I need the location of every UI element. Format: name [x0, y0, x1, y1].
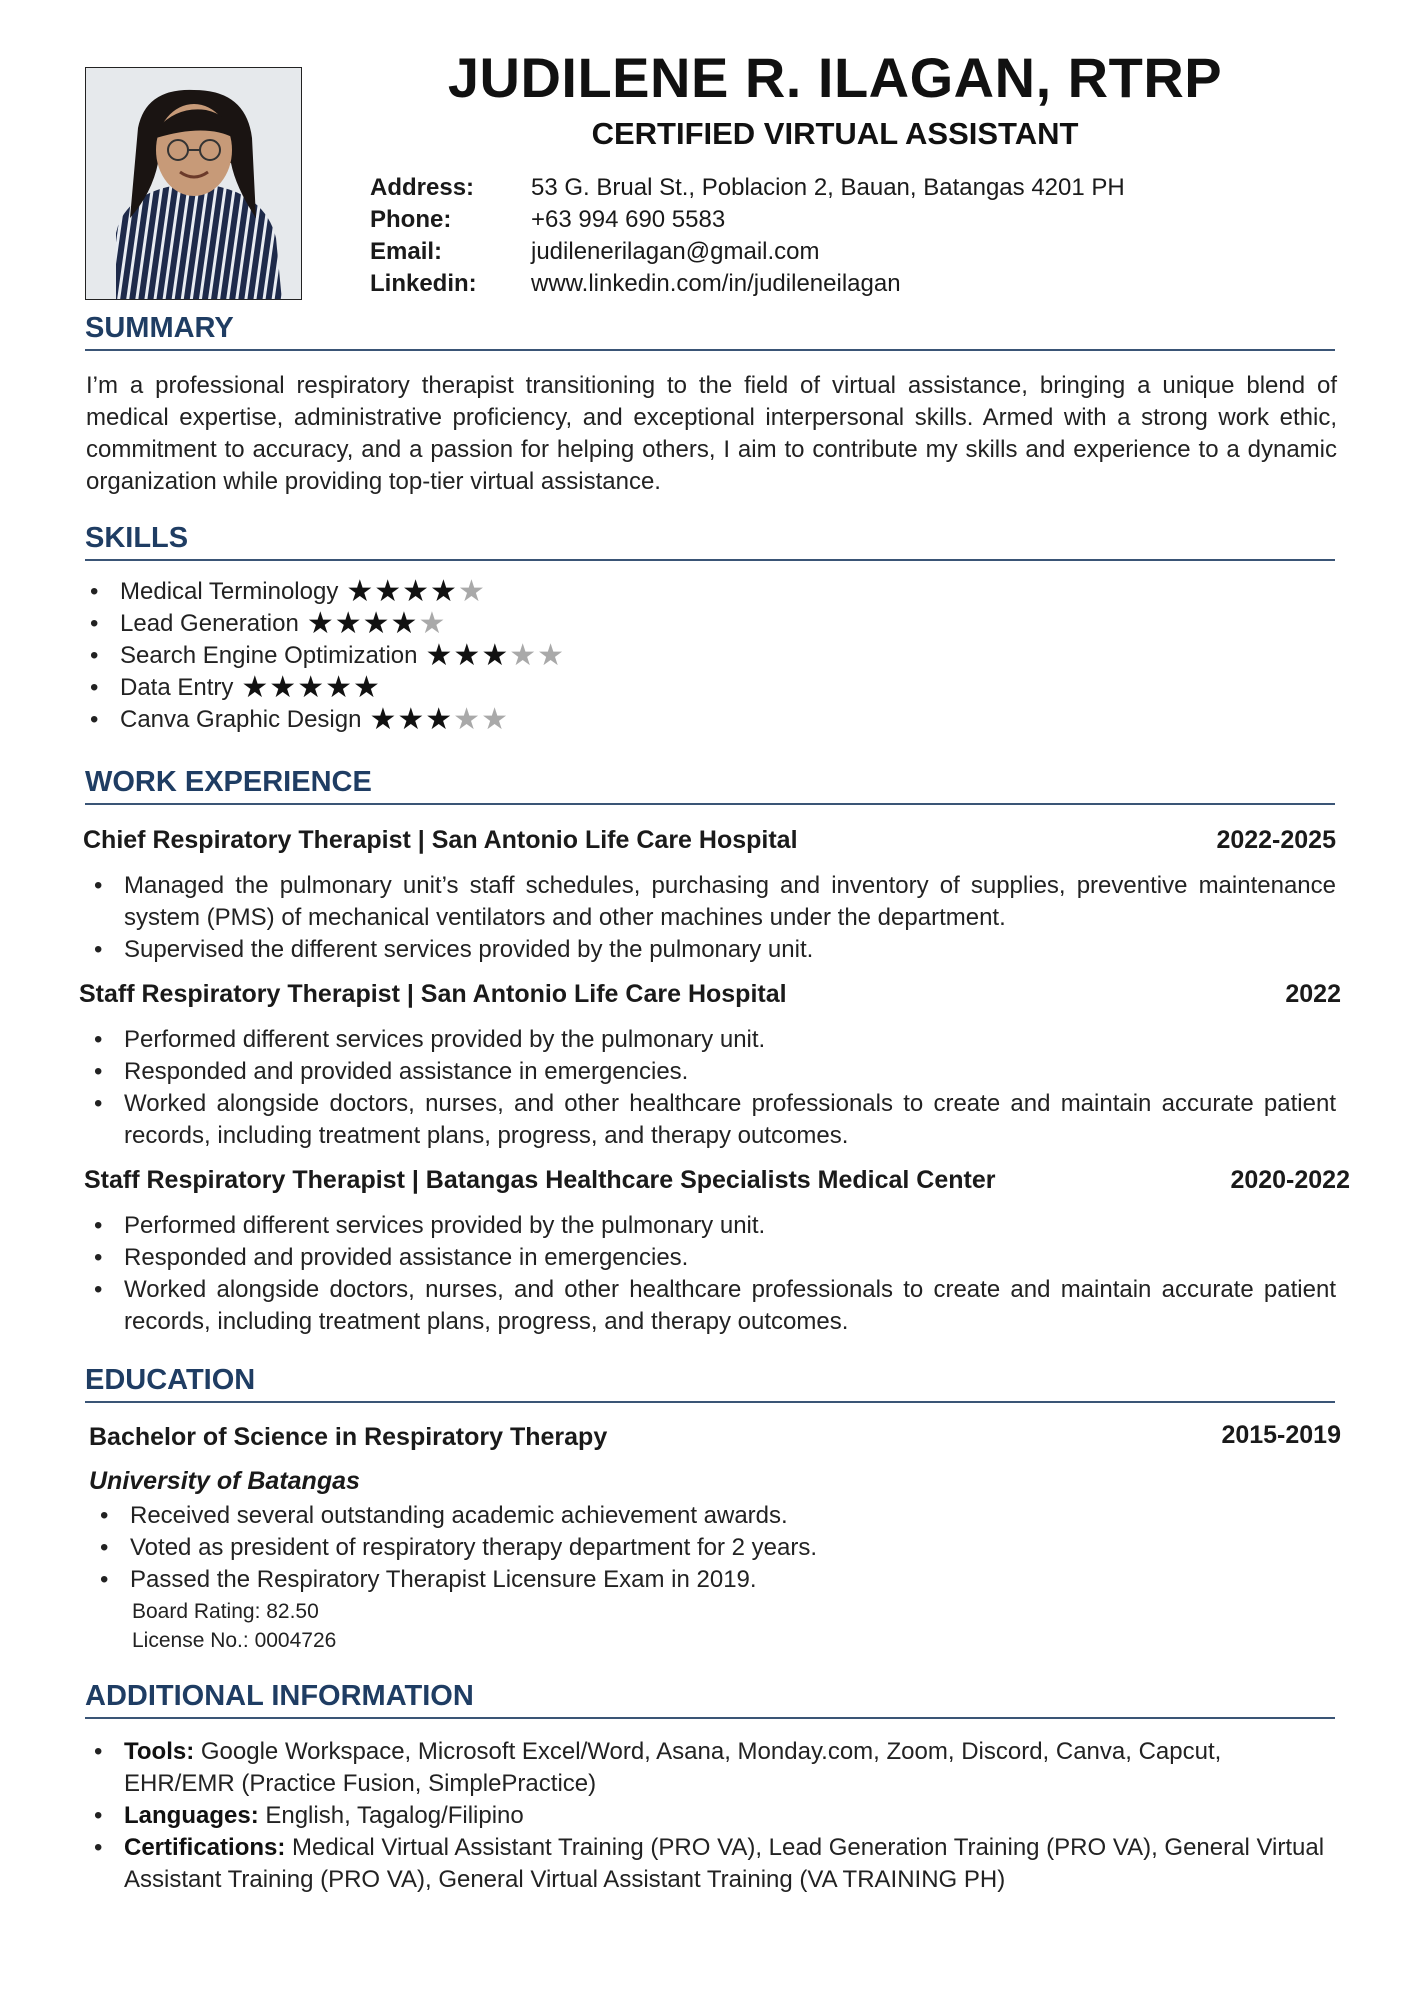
additional-info-heading: ADDITIONAL INFORMATION: [85, 1680, 1335, 1719]
person-portrait-image: [86, 68, 302, 300]
degree-title: Bachelor of Science in Respiratory Therapy: [89, 1423, 608, 1451]
star-empty-icon: ★: [537, 639, 566, 672]
additional-value: Medical Virtual Assistant Training (PRO VA), Lead Generation Training (PRO VA), General Virtual Assistant Training (PRO VA), General Virtual Assistant Training (VA TRAINING PH): [124, 1834, 1325, 1893]
candidate-title: CERTIFIED VIRTUAL ASSISTANT: [591, 116, 1079, 151]
job-years: 2020-2022: [1230, 1166, 1350, 1194]
star-filled-icon: ★: [353, 671, 381, 704]
summary-text: I’m a professional respiratory therapist transitioning to the field of virtual assistance, bringing a unique blend of medical expertise, administrative proficiency, and exceptional interpersonal skills. Armed with a strong work ethic, commitment to accuracy, and a passion for helping others, I aim to contribute my skills and experience to a dynamic organization while providing top-tier virtual assistance.: [86, 372, 1337, 495]
star-empty-icon: ★: [509, 639, 538, 672]
star-rating: [346, 575, 486, 608]
star-filled-icon: ★: [397, 703, 426, 736]
star-filled-icon: ★: [402, 575, 431, 608]
contact-address-value: 53 G. Brual St., Poblacion 2, Bauan, Batangas 4201 PH: [531, 174, 1125, 201]
star-filled-icon: ★: [425, 703, 454, 736]
skill-item: [82, 704, 782, 736]
star-filled-icon: ★: [269, 671, 298, 704]
education-years: 2015-2019: [1221, 1421, 1341, 1449]
skill-name: Search Engine Optimization: [120, 642, 418, 669]
skill-item: [82, 576, 782, 608]
contact-label: Phone:: [370, 206, 452, 233]
star-filled-icon: ★: [241, 671, 270, 704]
star-filled-icon: ★: [297, 671, 326, 704]
job-bullet: • Performed different services provided by the pulmonary unit.: [86, 1210, 1336, 1242]
additional-info-list: [86, 1736, 1336, 1896]
additional-key: Certifications:: [124, 1834, 286, 1861]
star-filled-icon: ★: [369, 703, 398, 736]
education-bullet: • Voted as president of respiratory therapy department for 2 years.: [92, 1532, 1092, 1564]
job-bullet: • Worked alongside doctors, nurses, and other healthcare professionals to create and maintain accurate patient records, including treatment plans, progress, and therapy outcomes.: [86, 1274, 1336, 1338]
job-title: Staff Respiratory Therapist | San Antonio Life Care Hospital: [79, 980, 787, 1008]
star-empty-icon: ★: [481, 703, 509, 736]
additional-item-tools: [86, 1736, 1336, 1800]
job-years: 2022-2025: [1216, 826, 1336, 854]
skill-item: [82, 608, 782, 640]
star-empty-icon: ★: [453, 703, 482, 736]
star-rating: [369, 703, 509, 736]
additional-item-languages: [86, 1800, 1336, 1832]
additional-key: Tools:: [124, 1738, 195, 1765]
contact-linkedin-value[interactable]: www.linkedin.com/in/judileneilagan: [531, 270, 901, 297]
education-bullet: • Passed the Respiratory Therapist Licensure Exam in 2019.: [92, 1564, 1092, 1596]
additional-item-certifications: [86, 1832, 1336, 1896]
additional-key: Languages:: [124, 1802, 259, 1829]
star-filled-icon: ★: [334, 607, 363, 640]
license-number: License No.: 0004726: [132, 1629, 337, 1652]
skill-name: Lead Generation: [120, 610, 299, 637]
job-bullet: • Responded and provided assistance in emergencies.: [86, 1242, 1336, 1274]
star-rating: [426, 639, 566, 672]
star-filled-icon: ★: [346, 575, 375, 608]
additional-value: English, Tagalog/Filipino: [258, 1802, 524, 1829]
star-filled-icon: ★: [390, 607, 419, 640]
skill-item: [82, 640, 782, 672]
star-empty-icon: ★: [457, 575, 486, 608]
skill-name: Data Entry: [120, 674, 234, 701]
candidate-name: JUDILENE R. ILAGAN, RTRP: [447, 46, 1223, 109]
star-rating: [241, 671, 381, 704]
star-filled-icon: ★: [374, 575, 403, 608]
star-filled-icon: ★: [481, 639, 510, 672]
skill-name: Canva Graphic Design: [120, 706, 362, 733]
star-filled-icon: ★: [453, 639, 482, 672]
star-empty-icon: ★: [418, 607, 447, 640]
skills-list: [82, 576, 782, 736]
job-bullet: • Supervised the different services provided by the pulmonary unit.: [86, 934, 1336, 966]
job-title: Staff Respiratory Therapist | Batangas Healthcare Specialists Medical Center: [84, 1166, 996, 1194]
job-bullets: [86, 870, 1336, 966]
job-title: Chief Respiratory Therapist | San Antonio Life Care Hospital: [83, 826, 798, 854]
job-bullet: • Worked alongside doctors, nurses, and other healthcare professionals to create and maintain accurate patient records, including treatment plans, progress, and therapy outcomes.: [86, 1088, 1336, 1152]
additional-value: Google Workspace, Microsoft Excel/Word, Asana, Monday.com, Zoom, Discord, Canva, Capcut, EHR/EMR (Practice Fusion, SimplePractice): [124, 1738, 1222, 1797]
job-bullet: • Managed the pulmonary unit’s staff schedules, purchasing and inventory of supplies, preventive maintenance system (PMS) of mechanical ventilators and other machines under the department.: [86, 870, 1336, 934]
education-heading: EDUCATION: [85, 1364, 1335, 1403]
star-filled-icon: ★: [325, 671, 354, 704]
job-years: 2022: [1285, 980, 1341, 1008]
contact-label: Linkedin:: [370, 270, 477, 297]
summary-heading: SUMMARY: [85, 312, 1335, 351]
star-rating: [307, 607, 447, 640]
star-filled-icon: ★: [306, 607, 335, 640]
job-bullet: • Responded and provided assistance in emergencies.: [86, 1056, 1336, 1088]
contact-label: Address:: [370, 174, 475, 201]
skill-name: Medical Terminology: [120, 578, 339, 605]
contact-email-value[interactable]: judilenerilagan@gmail.com: [531, 238, 820, 265]
education-bullet: • Received several outstanding academic achievement awards.: [92, 1500, 1092, 1532]
contact-block: [370, 172, 1270, 302]
job-bullet: • Performed different services provided by the pulmonary unit.: [86, 1024, 1336, 1056]
star-filled-icon: ★: [425, 639, 454, 672]
job-bullets: [86, 1024, 1336, 1152]
skills-heading: SKILLS: [85, 522, 1335, 561]
job-bullets: [86, 1210, 1336, 1338]
profile-photo: [85, 67, 302, 300]
star-filled-icon: ★: [430, 575, 458, 608]
contact-phone-value: +63 994 690 5583: [531, 206, 726, 233]
board-rating: Board Rating: 82.50: [132, 1600, 319, 1623]
work-experience-heading: WORK EXPERIENCE: [85, 766, 1335, 805]
star-filled-icon: ★: [362, 607, 391, 640]
school-name: University of Batangas: [89, 1467, 360, 1495]
skill-item: [82, 672, 782, 704]
contact-label: Email:: [370, 238, 443, 265]
education-bullets: [92, 1500, 1092, 1596]
